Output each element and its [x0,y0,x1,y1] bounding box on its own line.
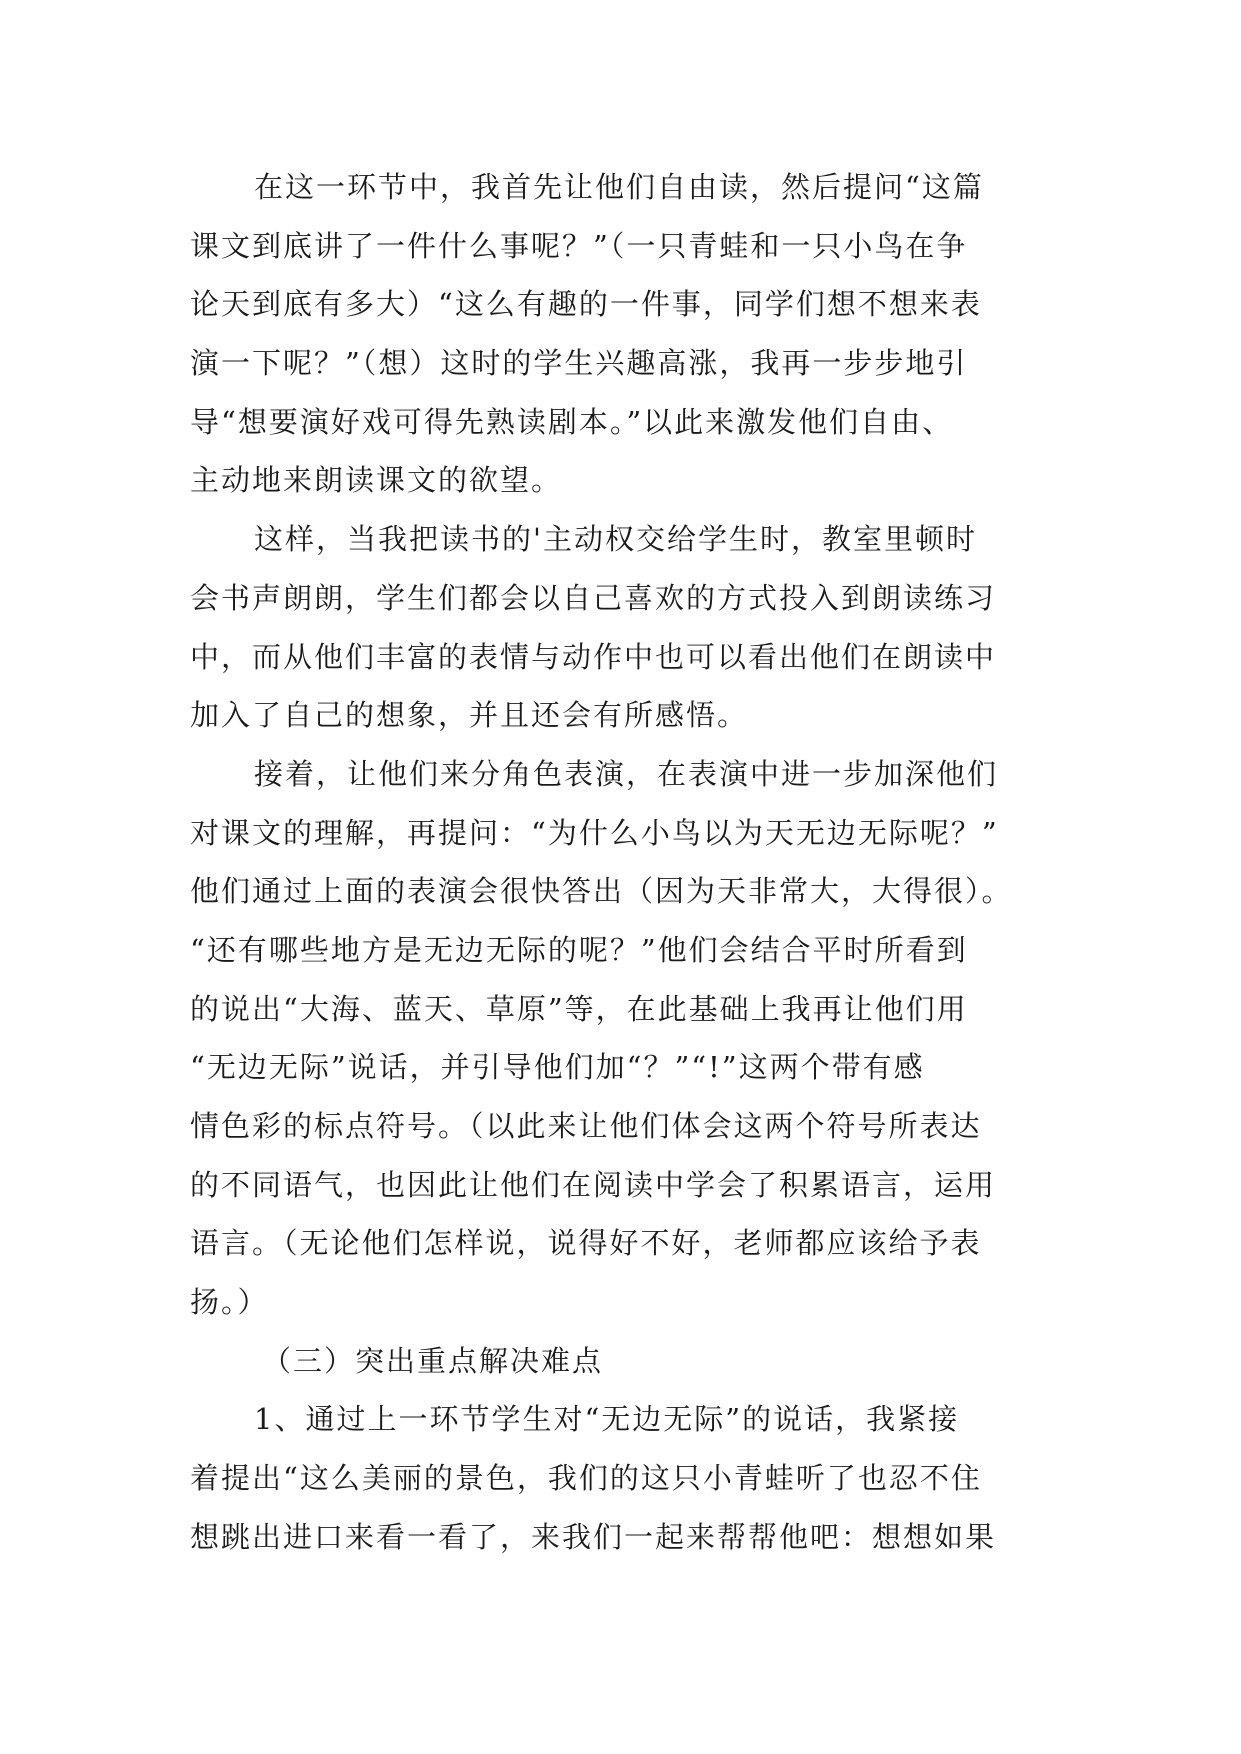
paragraph-line: 这样，当我把读书的'主动权交给学生时，教室里顿时 [254,522,977,557]
paragraph-line: 在这一环节中，我首先让他们自由读，然后提问“这篇 [254,170,984,204]
paragraph-line: “还有哪些地方是无边无际的呢？”他们会结合平时所看到 [190,932,968,967]
paragraph-line: 扬。） [190,1285,269,1320]
paragraph-line: 导“想要演好戏可得先熟读剧本。”以此来激发他们自由、 [190,404,954,439]
paragraph-line: 中，而从他们丰富的表情与动作中也可以看出他们在朗读中 [190,639,997,674]
paragraph-line: “无边无际”说话，并引导他们加“？”“!”这两个带有感 [190,1050,925,1085]
paragraph-line: 演一下呢？”（想）这时的学生兴趣高涨，我再一步步地引 [190,346,968,381]
paragraph-line: 接着，让他们来分角色表演，在表演中进一步加深他们 [254,756,999,791]
paragraph-line: 他们通过上面的表演会很快答出（因为天非常大，大得很）。 [190,874,1013,909]
paragraph-line: 着提出“这么美丽的景色，我们的这只小青蛙听了也忍不住 [190,1461,982,1496]
section-heading: （三）突出重点解决难点 [262,1343,604,1378]
paragraph-line: 论天到底有多大）“这么有趣的一件事，同学们想不想来表 [190,287,982,322]
paragraph-line: 会书声朗朗，学生们都会以自己喜欢的方式投入到朗读练习 [190,580,997,615]
paragraph-line: 的说出“大海、蓝天、草原”等，在此基础上我再让他们用 [190,991,968,1026]
paragraph-line: 情色彩的标点符号。（以此来让他们体会这两个符号所表达 [190,1109,982,1143]
paragraph-line: 主动地来朗读课文的欲望。 [190,463,563,498]
paragraph-line: 的不同语气，也因此让他们在阅读中学会了积累语言，运用 [190,1167,997,1202]
paragraph-line: 语言。（无论他们怎样说，说得好不好，老师都应该给予表 [190,1226,982,1261]
paragraph-line: 加入了自己的想象，并且还会有所感悟。 [190,698,749,733]
body-text [190,158,1090,1567]
paragraph-line: 对课文的理解，再提问：“为什么小鸟以为天无边无际呢？” [190,815,999,850]
paragraph-line: 1、通过上一环节学生对“无边无际”的说话，我紧接 [254,1402,960,1437]
paragraph-line: 课文到底讲了一件什么事呢？”（一只青蛙和一只小鸟在争 [190,228,968,263]
paragraph-line: 想跳出进口来看一看了，来我们一起来帮帮他吧：想想如果 [190,1519,997,1554]
